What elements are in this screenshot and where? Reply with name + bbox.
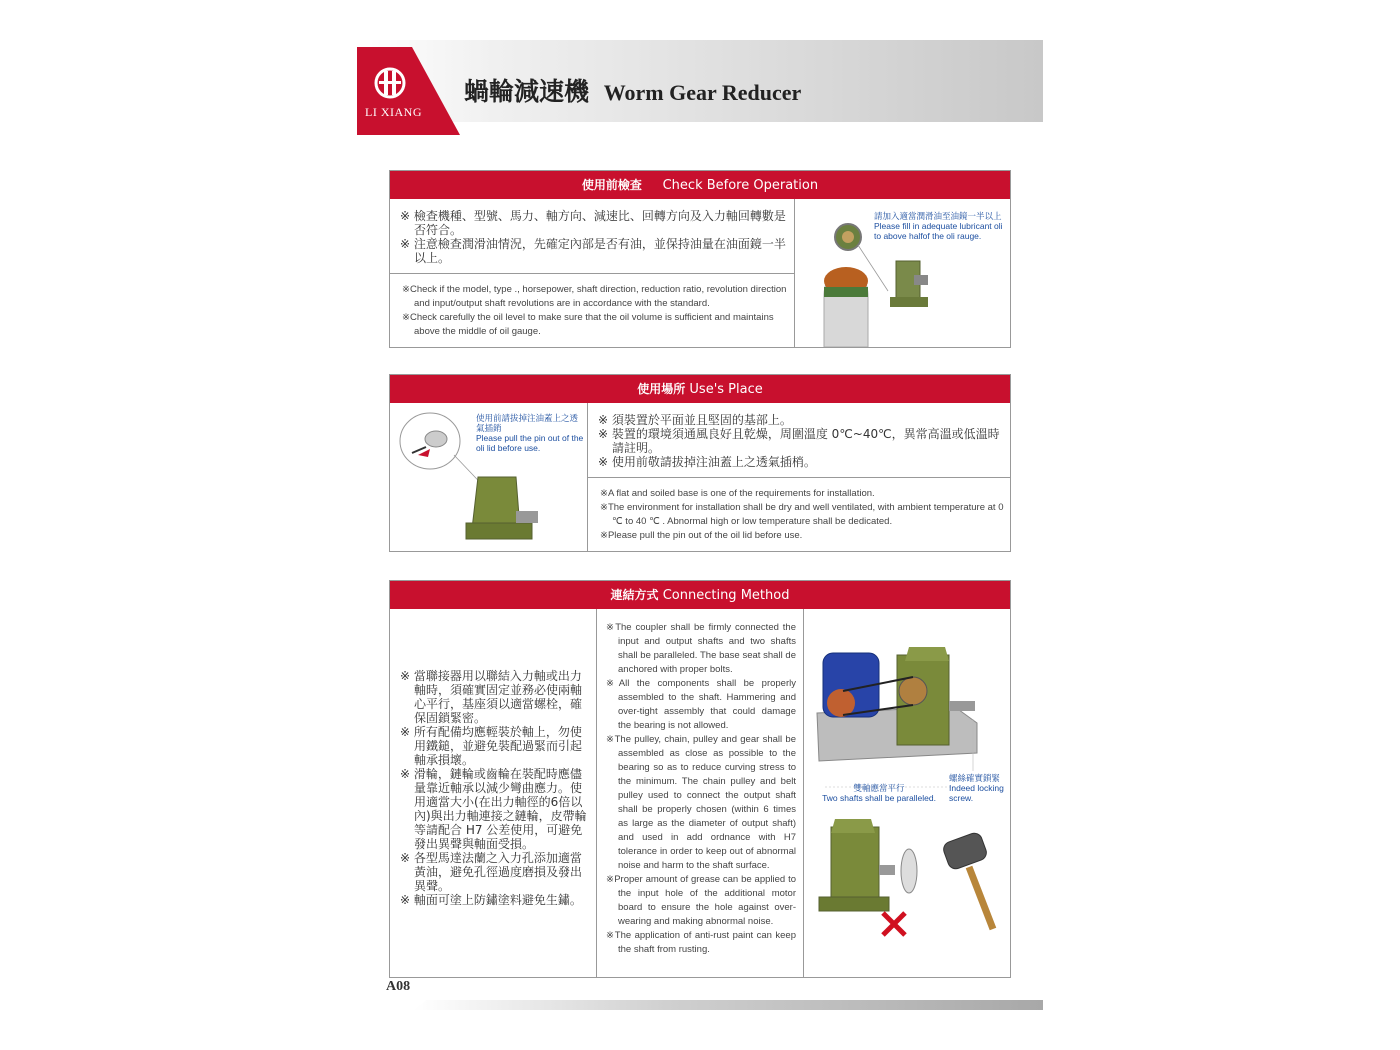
list-item: ※ 滑輪，鏈輪或齒輪在裝配時應儘量靠近軸承以減少彎曲應力。使用適當大小(在出力軸徑的6倍以內)與出力軸連接之鏈輪，皮帶輪等請配合 H7 公差使用，可避免發出異聲與軸面受損。 xyxy=(400,767,587,851)
list-item: ※The coupler shall be firmly connected the input and output shafts and two shafts shall be paralleled. The base seat shall de anchored with proper bolts. xyxy=(606,622,796,675)
place-en-list xyxy=(598,487,1004,543)
parallel-note-zh: 雙軸應當平行 xyxy=(853,783,905,793)
place-zh-list xyxy=(598,413,1004,469)
list-item: ※ 當聯接器用以聯結入力軸或出力軸時，須確實固定並務必使兩軸心平行，基座須以適當螺栓，確保固鎖緊密。 xyxy=(400,669,583,725)
connect-zh-list xyxy=(400,669,590,907)
list-item: ※ 所有配備均應輕裝於軸上，勿使用鐵鎚，並避免裝配過緊而引起軸承損壞。 xyxy=(400,725,583,767)
check-en-list xyxy=(400,283,788,339)
list-item: ※The environment for installation shall be dry and well ventilated, with ambient temperature at 0 ℃ to 40 ℃ . Abnormal high or low temperature shall be dedicated. xyxy=(600,502,1004,527)
place-section xyxy=(389,374,1011,552)
page-title xyxy=(464,72,801,108)
brand-name: LI XIANG xyxy=(365,105,422,119)
check-section-heading xyxy=(390,171,1010,199)
footer-bar xyxy=(414,1000,1043,1010)
connect-en-list xyxy=(604,621,796,957)
check-section xyxy=(389,170,1011,348)
pin-note xyxy=(476,413,584,453)
pin-note-en: Please pull the pin out of the oli lid before use. xyxy=(476,433,584,453)
connect-heading-en: Connecting Method xyxy=(662,588,790,603)
locking-note xyxy=(949,773,1011,803)
check-heading-zh: 使用前檢查 xyxy=(581,178,642,192)
oil-note xyxy=(874,211,1008,241)
oil-note-zh: 請加入適當潤滑油至油鏡一半以上 xyxy=(874,211,1002,221)
list-item: ※ 檢查機種、型號、馬力、軸方向、減速比、回轉方向及入力軸回轉數是否符合。 xyxy=(400,209,786,237)
oil-note-en: Please fill in adequate lubricant oli to above halfof the oli rauge. xyxy=(874,221,1003,241)
list-item: ※ 各型馬達法蘭之入力孔添加適當黃油，避免孔徑過度磨損及發出異聲。 xyxy=(400,851,583,893)
pin-illustration xyxy=(392,405,586,551)
check-zh-list xyxy=(400,209,786,265)
connect-heading-zh: 連結方式 xyxy=(610,588,659,602)
list-item: ※Proper amount of grease can be applied to the input hole of the additional motor board to ensure the hole against over-wearing and making abnormal noise. xyxy=(606,874,796,927)
brand-logo xyxy=(357,47,460,135)
connect-section-heading xyxy=(390,581,1010,609)
list-item: ※The application of anti-rust paint can keep the shaft from rusting. xyxy=(606,930,796,955)
oil-gauge-illustration xyxy=(796,201,1010,347)
list-item: ※Please pull the pin out of the oil lid before use. xyxy=(600,530,803,541)
pin-note-zh: 使用前請拔掉注油蓋上之透氣插銷 xyxy=(476,413,579,433)
list-item: ※ 使用前敬請拔掉注油蓋上之透氣插梢。 xyxy=(598,455,816,469)
place-section-heading xyxy=(390,375,1010,403)
page-code: A08 xyxy=(386,979,411,994)
list-item: ※Check if the model, type ., horsepower, shaft direction, reduction ratio, revolution direction and input/output shaft revolutions are in accordance with the standard. xyxy=(402,284,787,309)
locking-note-en: Indeed locking screw. xyxy=(949,783,1004,803)
list-item: ※All the components shall be properly assembled to the shaft. Hammering and over-tight assembly that could damage the bearing is not allowed. xyxy=(606,678,796,731)
page-title-en: Worm Gear Reducer xyxy=(603,80,802,105)
parallel-note xyxy=(819,783,939,803)
list-item: ※ 軸面可塗上防鏽塗料避免生鏽。 xyxy=(400,893,582,907)
locking-note-zh: 螺絲確實鎖緊 xyxy=(949,773,1001,783)
connect-illustration xyxy=(805,611,1010,977)
page-title-zh: 蝸輪減速機 xyxy=(464,77,590,106)
list-item: ※ 須裝置於平面並且堅固的基部上。 xyxy=(598,413,792,427)
list-item: ※The pulley, chain, pulley and gear shall be assembled as close as possible to the bearing so as to reduce curving stress to the minimum. The chain pulley and belt pulley used to connect the output shaft shall be properly chosen (within 6 times as large as the diameter of output shaft) and used in add ordnance with H7 tolerance in order to keep out of abnormal noise and harm to the shaft surface. xyxy=(606,734,796,871)
list-item: ※A flat and soiled base is one of the requirements for installation. xyxy=(600,488,875,499)
place-heading-zh: 使用場所 xyxy=(637,382,686,396)
list-item: ※ 裝置的環境須通風良好且乾燥，周圍溫度 0℃~40℃，異常高溫或低溫時請註明。 xyxy=(598,427,1000,455)
list-item: ※ 注意檢查潤滑油情況，先確定內部是否有油，並保持油量在油面鏡一半以上。 xyxy=(400,237,786,265)
place-heading-en: Use's Place xyxy=(689,382,763,397)
check-heading-en: Check Before Operation xyxy=(662,178,819,193)
list-item: ※Check carefully the oil level to make sure that the oil volume is sufficient and maintains above the middle of oil gauge. xyxy=(402,312,774,337)
connect-section xyxy=(389,580,1011,978)
parallel-note-en: Two shafts shall be paralleled. xyxy=(822,793,936,803)
